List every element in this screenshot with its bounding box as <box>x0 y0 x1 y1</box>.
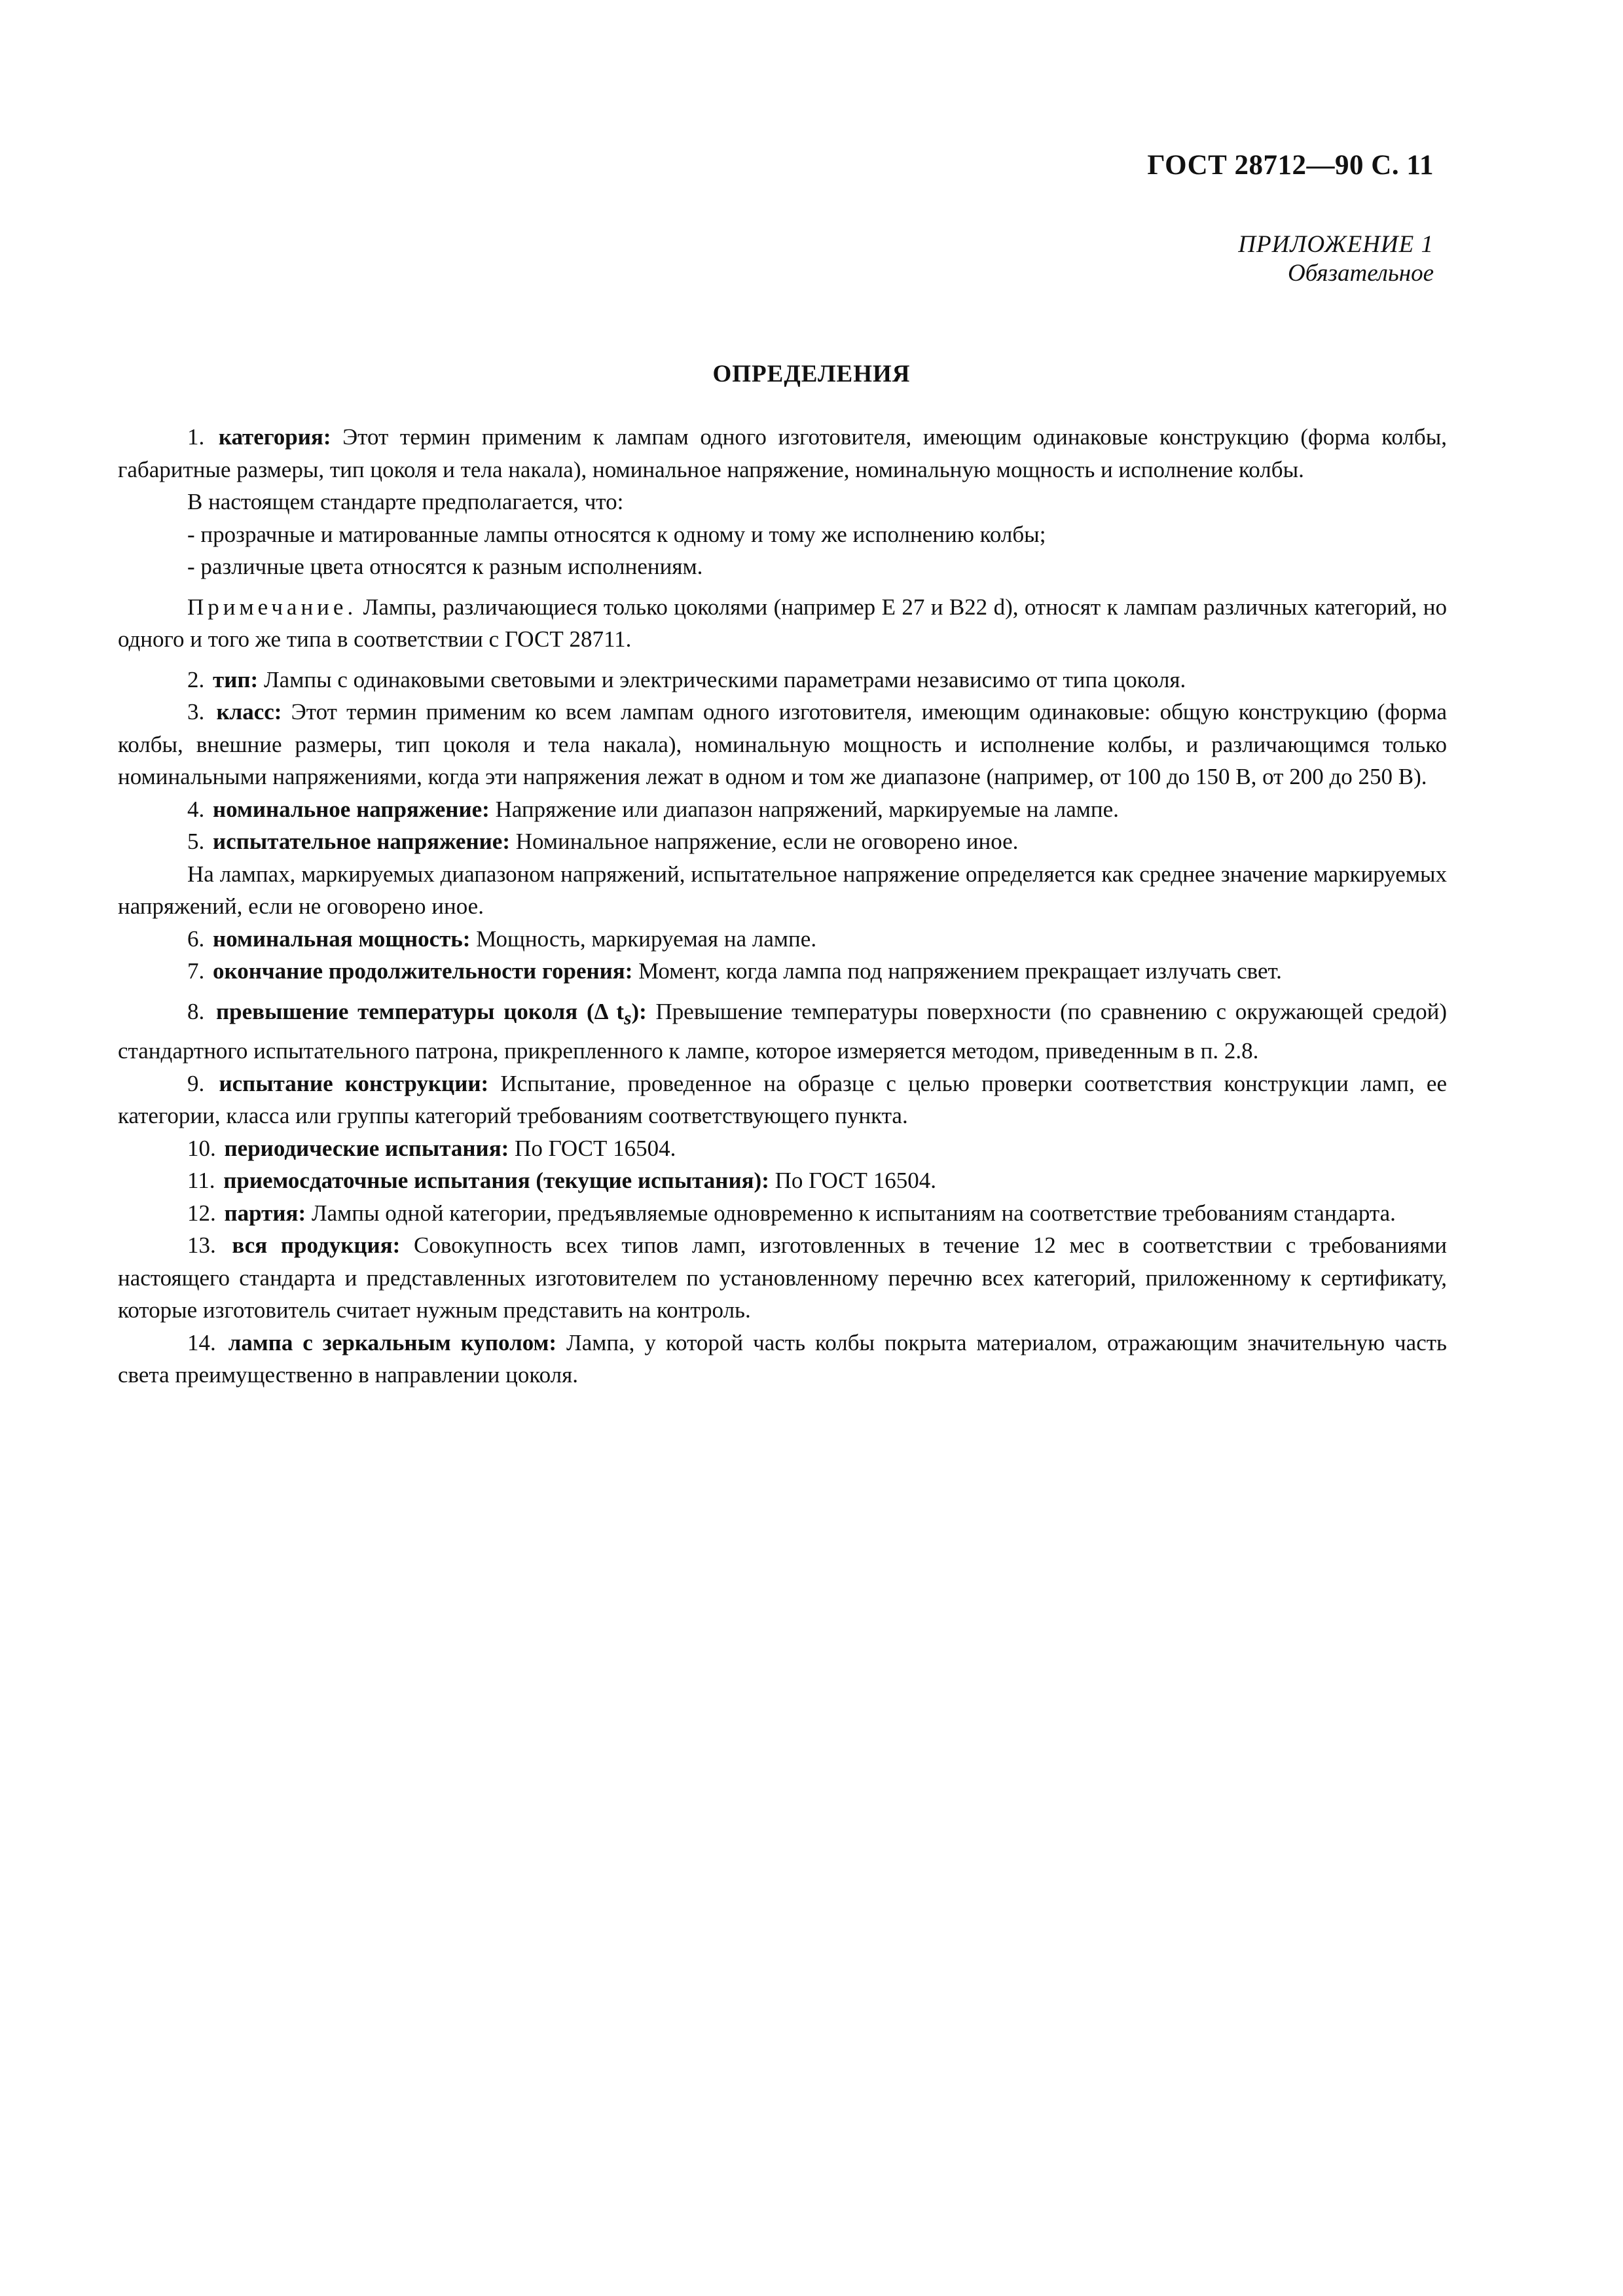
item-text: Этот термин применим ко всем лампам одного изготовителя, имеющим одинаковые: общую конструкцию (форма колбы, внешние размеры, тип цоколя и тела накала), номинальную мощность и исполнение колбы, и различающимся только номинальными напряжениями, когда эти напряжения лежат в одном и том же диапазоне (например, от 100 до 150 В, от 200 до 250 В). <box>118 699 1447 789</box>
definition-item-4 <box>118 793 1447 826</box>
appendix-label: ПРИЛОЖЕНИЕ 1 <box>1238 231 1434 258</box>
item-text: Момент, когда лампа под напряжением прекращает излучать свет. <box>632 958 1282 984</box>
item-term: номинальная мощность: <box>213 925 471 952</box>
item-term <box>216 998 647 1029</box>
item-term: категория: <box>218 424 331 450</box>
item-number: 1. <box>187 424 205 450</box>
item-term: лампа с зеркальным куполом: <box>228 1329 557 1355</box>
definition-item-13 <box>118 1229 1447 1327</box>
paragraph: В настоящем стандарте предполагается, что: <box>187 489 624 514</box>
note-text: Лампы, различающиеся только цоколями (например Е 27 и В22 d), относят к лампам различных категорий, но одного и того же типа в соответствии с ГОСТ 28711. <box>118 594 1447 652</box>
item-text: Мощность, маркируемая на лампе. <box>470 925 817 952</box>
appendix-status: Обязательное <box>1287 260 1434 287</box>
item-text: Номинальное напряжение, если не оговорено иное. <box>509 829 1019 854</box>
document-code: ГОСТ 28712—90 С. 11 <box>1147 150 1434 181</box>
definition-item-11 <box>118 1164 1447 1197</box>
item-number: 11. <box>187 1168 215 1193</box>
paragraph: На лампах, маркируемых диапазоном напряжений, испытательное напряжение определяется как среднее значение маркируемых напряжений, если не оговорено иное. <box>118 861 1447 919</box>
item-number: 5. <box>187 829 205 854</box>
item-term: окончание продолжительности горения: <box>213 958 633 984</box>
item-number: 3. <box>187 699 205 725</box>
definition-item-9 <box>118 1067 1447 1132</box>
item-term: тип: <box>213 666 259 692</box>
appendix-block <box>1238 230 1434 288</box>
item-text: Лампы одной категории, предъявляемые одновременно к испытаниям на соответствие требованиям стандарта. <box>306 1200 1396 1226</box>
item-number: 7. <box>187 958 205 984</box>
item-text: Этот термин применим к лампам одного изготовителя, имеющим одинаковые конструкцию (форма колбы, габаритные размеры, тип цоколя и тела накала), номинальное напряжение, номинальную мощность и исполнение колбы. <box>118 424 1447 482</box>
note <box>118 591 1447 656</box>
definition-item-6 <box>118 923 1447 956</box>
section-title: ОПРЕДЕЛЕНИЯ <box>712 361 911 387</box>
item-number: 10. <box>187 1135 216 1161</box>
definition-item-7 <box>118 955 1447 988</box>
item-number: 6. <box>187 925 205 952</box>
item-term-end: ): <box>631 998 647 1024</box>
item-text: Испытание, проведенное на образце с целью проверки соответствия конструкции ламп, ее категории, класса или группы категорий требованиям соответствующего пункта. <box>118 1070 1448 1128</box>
item-term: приемосдаточные испытания (текущие испытания): <box>223 1168 769 1193</box>
definition-item-8 <box>118 996 1447 1067</box>
item-term: вся продукция: <box>232 1232 401 1258</box>
item-text: По ГОСТ 16504. <box>509 1135 676 1161</box>
item-term: номинальное напряжение: <box>213 796 490 822</box>
list-item: - прозрачные и матированные лампы относятся к одному и тому же исполнению колбы; <box>187 521 1046 547</box>
list-item: - различные цвета относятся к разным исполнениям. <box>187 554 703 579</box>
item-number: 4. <box>187 796 205 822</box>
definition-item-3 <box>118 696 1447 793</box>
item-text: Лампа, у которой часть колбы покрыта материалом, отражающим значительную часть света преимущественно в направлении цоколя. <box>118 1329 1447 1388</box>
item-number: 14. <box>187 1329 216 1355</box>
note-label: Примечание. <box>187 594 357 620</box>
item-term: испытание конструкции: <box>219 1070 489 1096</box>
definition-item-12 <box>118 1197 1447 1230</box>
definitions-list <box>118 421 1447 1391</box>
item-number: 12. <box>187 1200 216 1226</box>
item-text: Превышение температуры поверхности (по сравнению с окружающей средой) стандартного испытательного патрона, прикрепленного к лампе, которое измеряется методом, приведенным в п. 2.8. <box>118 998 1448 1064</box>
item-term: испытательное напряжение: <box>213 829 510 854</box>
item-term: класс: <box>216 699 282 725</box>
item-text: Совокупность всех типов ламп, изготовленных в течение 12 мес в соответствии с требованиями настоящего стандарта и представленных изготовителем по установленному перечню всех категорий, приложенному к сертификату, которые изготовитель считает нужным представить на контроль. <box>118 1232 1448 1323</box>
definition-item-2 <box>118 664 1447 696</box>
item-text: Напряжение или диапазон напряжений, маркируемые на лампе. <box>489 796 1119 822</box>
item-term: периодические испытания: <box>224 1135 509 1161</box>
definition-item-5 <box>118 825 1447 858</box>
item-text: По ГОСТ 16504. <box>769 1168 936 1193</box>
definition-item-14 <box>118 1327 1447 1391</box>
definition-item-1 <box>118 421 1447 486</box>
item-term-main: превышение температуры цоколя (Δ t <box>216 998 625 1024</box>
item-number: 13. <box>187 1232 216 1258</box>
definition-item-10 <box>118 1132 1447 1165</box>
item-term-subscript: s <box>624 1007 632 1029</box>
item-number: 2. <box>187 666 205 692</box>
item-text: Лампы с одинаковыми световыми и электрическими параметрами независимо от типа цоколя. <box>258 666 1186 692</box>
item-term: партия: <box>224 1200 306 1226</box>
item-number: 9. <box>187 1070 205 1096</box>
item-number: 8. <box>187 998 205 1024</box>
